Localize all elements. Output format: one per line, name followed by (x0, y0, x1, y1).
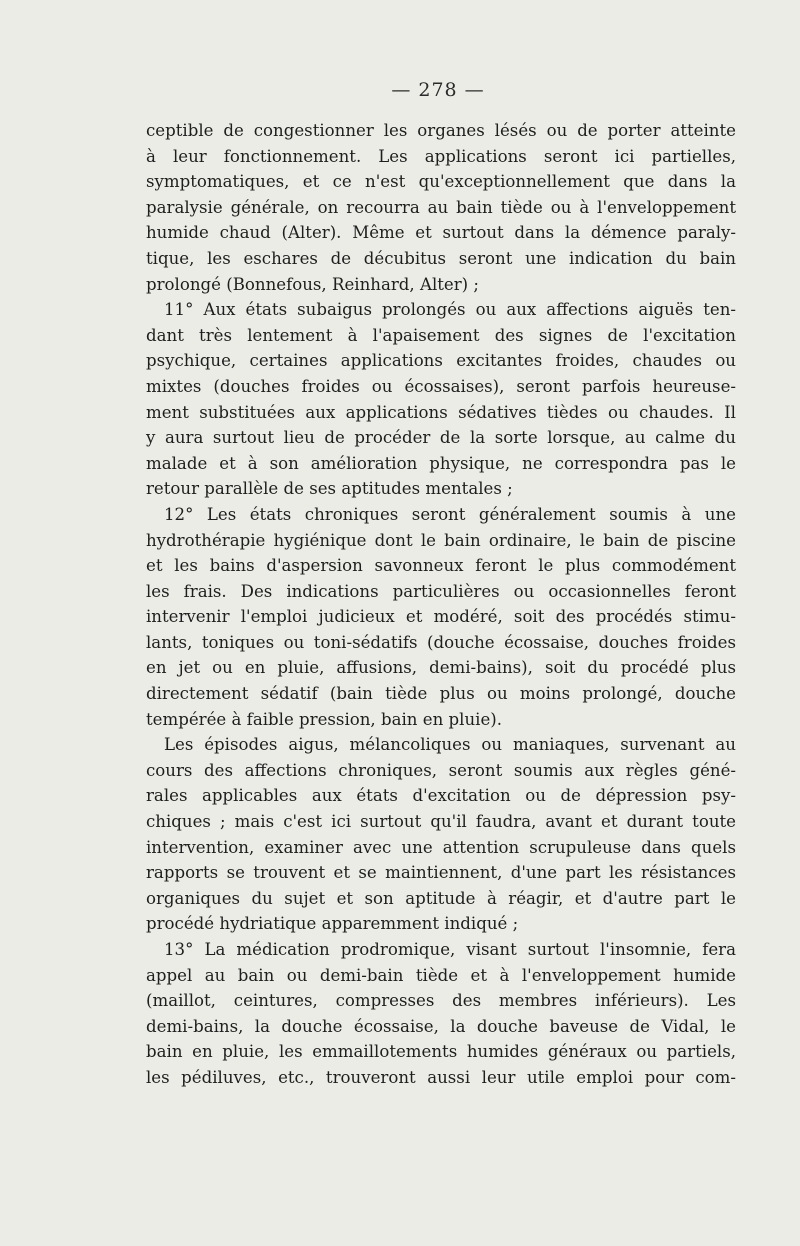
text-line: ment substituées aux applications sédatives tièdes ou chaudes. Il (146, 402, 736, 422)
text-line: en jet ou en pluie, affusions, demi-bains), soit du procédé plus (146, 658, 736, 678)
text-line: intervention, examiner avec une attention scrupuleuse dans quels (146, 837, 736, 857)
text-line: cours des affections chroniques, seront soumis aux règles géné- (146, 760, 736, 780)
text-line: les frais. Des indications particulières ou occasionnelles feront (146, 581, 736, 601)
text-line: prolongé (Bonnefous, Reinhard, Alter) ; (146, 274, 480, 294)
text-line: bain en pluie, les emmaillotements humides généraux ou partiels, (146, 1042, 736, 1062)
text-line: 12° Les états chroniques seront généralement soumis à une (164, 504, 736, 524)
text-line: à leur fonctionnement. Les applications seront ici partielles, (146, 146, 736, 166)
text-line: et les bains d'aspersion savonneux feront le plus commodément (146, 556, 736, 576)
text-line: lants, toniques ou toni-sédatifs (douche écossaise, douches froides (146, 632, 736, 652)
text-line: demi-bains, la douche écossaise, la douche baveuse de Vidal, le (146, 1016, 736, 1036)
text-line: symptomatiques, et ce n'est qu'exceptionnellement que dans la (146, 172, 736, 192)
text-line: 13° La médication prodromique, visant surtout l'insomnie, fera (164, 940, 736, 959)
page-number: — 278 — (391, 79, 485, 101)
text-line: les pédiluves, etc., trouveront aussi leur utile emploi pour com- (146, 1067, 736, 1087)
text-line: dant très lentement à l'apaisement des signes de l'excitation (146, 325, 736, 345)
text-line: chiques ; mais c'est ici surtout qu'il faudra, avant et durant toute (146, 812, 736, 832)
text-line: malade et à son amélioration physique, ne correspondra pas le (146, 453, 736, 473)
text-line: appel au bain ou demi-bain tiède et à l'enveloppement humide (146, 965, 736, 985)
text-line: paralysie générale, on recourra au bain tiède ou à l'enveloppement (146, 197, 736, 217)
text-line: directement sédatif (bain tiède plus ou moins prolongé, douche (146, 684, 736, 704)
text-line: (maillot, ceintures, compresses des membres inférieurs). Les (146, 991, 736, 1011)
text-line: humide chaud (Alter). Même et surtout dans la démence paraly- (146, 223, 736, 243)
text-line: tempérée à faible pression, bain en pluie). (146, 709, 503, 729)
text-line: organiques du sujet et son aptitude à réagir, et d'autre part le (146, 888, 736, 908)
text-line: procédé hydriatique apparemment indiqué ; (146, 914, 519, 934)
text-line: hydrothérapie hygiénique dont le bain ordinaire, le bain de piscine (146, 530, 736, 550)
text-line: mixtes (douches froides ou écossaises), seront parfois heureuse- (146, 376, 736, 396)
text-line: rapports se trouvent et se maintiennent, d'une part les résistances (146, 863, 736, 883)
text-line: y aura surtout lieu de procéder de la sorte lorsque, au calme du (146, 428, 736, 448)
body-text (146, 118, 736, 1091)
text-line: 11° Aux états subaigus prolongés ou aux affections aiguës ten- (164, 300, 736, 320)
text-line: rales applicables aux états d'excitation ou de dépression psy- (146, 786, 736, 806)
text-line: tique, les eschares de décubitus seront une indication du bain (146, 248, 736, 268)
text-line: ceptible de congestionner les organes lésés ou de porter atteinte (146, 121, 736, 140)
text-line: intervenir l'emploi judicieux et modéré, soit des procédés stimu- (146, 607, 736, 627)
text-line: retour parallèle de ses aptitudes mentales ; (146, 479, 513, 499)
text-line: psychique, certaines applications excitantes froides, chaudes ou (146, 351, 736, 371)
text-line: Les épisodes aigus, mélancoliques ou maniaques, survenant au (164, 735, 736, 755)
